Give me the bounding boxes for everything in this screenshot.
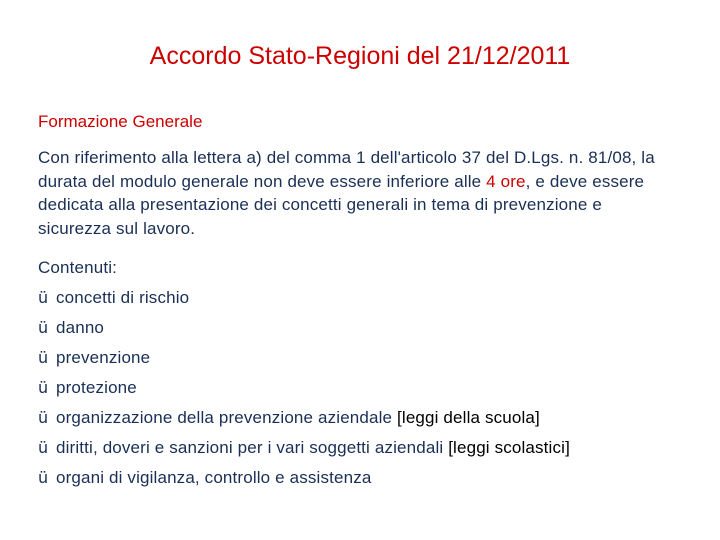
list-item-reference: [leggi scolastici] (448, 438, 570, 457)
list-item (38, 406, 678, 429)
list-item-text: danno (56, 318, 105, 337)
slide-title: Accordo Stato-Regioni del 21/12/2011 (149, 42, 571, 70)
list-item (38, 376, 678, 399)
list-item (38, 346, 678, 369)
list-item (38, 436, 678, 459)
check-icon: ü (38, 468, 49, 487)
check-icon: ü (38, 288, 49, 307)
list-item-text: protezione (56, 378, 137, 397)
paragraph-text-before: Con riferimento alla lettera a) del comma 1 dell'articolo 37 del D.Lgs. n. 81/08, la durata del modulo generale non deve essere inferiore alle (38, 148, 655, 191)
check-icon: ü (38, 318, 49, 337)
list-item-text: prevenzione (56, 348, 151, 367)
check-icon: ü (38, 408, 49, 427)
check-icon: ü (38, 348, 49, 367)
section-heading: Formazione Generale (38, 112, 203, 131)
list-item-text: concetti di rischio (56, 288, 190, 307)
contents-label: Contenuti: (38, 258, 117, 277)
list-item-text: organizzazione della prevenzione aziendale (56, 408, 398, 427)
intro-paragraph (38, 146, 678, 240)
list-item-reference: [leggi della scuola] (397, 408, 540, 427)
check-icon: ü (38, 378, 49, 397)
list-item (38, 466, 678, 489)
list-item-text: diritti, doveri e sanzioni per i vari soggetti aziendali (56, 438, 449, 457)
duration-highlight: 4 ore (486, 171, 526, 191)
list-item (38, 316, 678, 339)
paragraph-text-after: , e deve essere dedicata alla presentazione dei concetti generali in tema di prevenzione e sicurezza sul lavoro. (38, 171, 645, 238)
check-icon: ü (38, 438, 49, 457)
list-item-text: organi di vigilanza, controllo e assistenza (56, 468, 372, 487)
list-item (38, 286, 678, 309)
contents-list (38, 256, 678, 496)
